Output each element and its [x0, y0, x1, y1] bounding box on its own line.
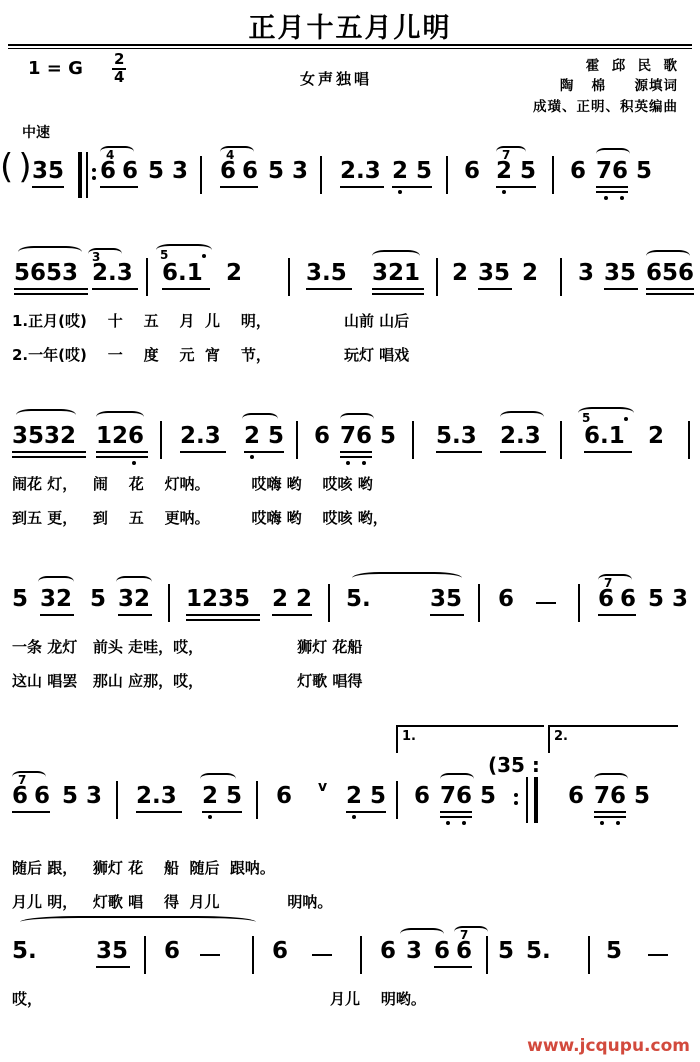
- note: 3532: [12, 423, 77, 449]
- beam-2: [440, 816, 472, 818]
- note: 3: [406, 938, 423, 964]
- barline: [116, 781, 118, 819]
- note: 76: [340, 423, 373, 449]
- barline: [560, 258, 562, 296]
- note: 5: [380, 423, 397, 449]
- beam-2: [596, 191, 628, 193]
- system-3: [0, 411, 700, 527]
- note: 2: [296, 586, 313, 612]
- note: 2: [452, 260, 469, 286]
- paren-close: ): [18, 147, 32, 187]
- paren-open: (: [0, 147, 14, 187]
- beam: [202, 811, 242, 813]
- key-signature: 1 = G: [28, 58, 83, 79]
- note: 6: [276, 783, 293, 809]
- beam: [478, 288, 512, 290]
- note: 2.3: [92, 260, 133, 286]
- note: 2: [522, 260, 539, 286]
- barline: [160, 421, 162, 459]
- slur: [18, 246, 82, 258]
- barline-thick: [534, 777, 538, 823]
- beam: [340, 186, 384, 188]
- barline: [526, 777, 528, 823]
- note: 5.: [346, 586, 371, 612]
- note: 656: [646, 260, 695, 286]
- header-divider-2: [8, 48, 692, 49]
- note: 3: [86, 783, 103, 809]
- note: 6: [498, 586, 515, 612]
- note: 2: [496, 158, 513, 184]
- note: 5: [62, 783, 79, 809]
- barline: [256, 781, 258, 819]
- slur-long: [20, 916, 256, 928]
- grace-note: 3: [92, 250, 101, 264]
- note: 35: [604, 260, 637, 286]
- beam: [100, 186, 138, 188]
- grace-note: 7: [502, 148, 511, 162]
- note: 5: [498, 938, 515, 964]
- note: 5: [636, 158, 653, 184]
- note: 6: [456, 938, 473, 964]
- note: 3: [292, 158, 309, 184]
- beam: [346, 811, 386, 813]
- barline: [200, 156, 202, 194]
- octave-dot-low: [604, 196, 608, 200]
- octave-dot-low: [600, 821, 604, 825]
- system-5: [0, 725, 700, 911]
- note: 3: [172, 158, 189, 184]
- note: 6: [12, 783, 29, 809]
- credit-lyricist: 陶 棉 源填词: [559, 78, 678, 95]
- barline: [252, 936, 254, 974]
- barline: [552, 156, 554, 194]
- barline: [578, 584, 580, 622]
- note: 76: [440, 783, 473, 809]
- note: 6: [464, 158, 481, 184]
- octave-dot-high: [624, 417, 628, 421]
- barline: [288, 258, 290, 296]
- grace-note: 4: [106, 148, 115, 162]
- beam-2: [12, 456, 86, 458]
- note: 35: [478, 260, 511, 286]
- beam: [646, 288, 694, 290]
- time-signature-denominator: 4: [114, 67, 125, 86]
- beam: [12, 451, 86, 453]
- lyric-verse-2: 月儿 明， 灯歌 唱 得 月儿 明呐。: [12, 893, 333, 911]
- beam: [594, 811, 626, 813]
- note: 2: [392, 158, 409, 184]
- note: 3: [672, 586, 689, 612]
- grace-note: 7: [460, 928, 469, 942]
- beam: [340, 451, 372, 453]
- beam-2: [594, 816, 626, 818]
- note: 6: [220, 158, 237, 184]
- note: 6: [100, 158, 117, 184]
- beam: [162, 288, 210, 290]
- note: 5: [606, 938, 623, 964]
- beam: [440, 811, 472, 813]
- beam: [434, 966, 472, 968]
- barline-thick: [78, 152, 82, 198]
- slur: [454, 926, 488, 938]
- system-6: [0, 928, 700, 1008]
- credits: [533, 56, 678, 117]
- barline: [436, 258, 438, 296]
- octave-dot-low: [132, 461, 136, 465]
- beam: [136, 811, 182, 813]
- voice-label: 女声独唱: [300, 70, 373, 88]
- slur: [220, 146, 254, 158]
- beam: [306, 288, 352, 290]
- note: 5: [416, 158, 433, 184]
- credit-source: 霍 邱 民 歌: [585, 58, 678, 74]
- beam: [430, 614, 464, 616]
- lyric-verse-2: 到五 更， 到 五 更呐。 哎嗨 哟 哎咳 哟，: [12, 509, 388, 527]
- beam: [186, 614, 260, 616]
- note: 5: [480, 783, 497, 809]
- barline: [560, 421, 562, 459]
- note: 5653: [14, 260, 79, 286]
- beam: [220, 186, 258, 188]
- barline: [486, 936, 488, 974]
- beam-2: [186, 619, 260, 621]
- header-divider: [8, 44, 692, 46]
- note: 5: [268, 423, 285, 449]
- note: 5: [226, 783, 243, 809]
- grace-note: 7: [604, 576, 613, 590]
- note: 6: [598, 586, 615, 612]
- note: 321: [372, 260, 421, 286]
- note: 5: [520, 158, 537, 184]
- note: 5: [370, 783, 387, 809]
- note: 5: [148, 158, 165, 184]
- note: 2.3: [500, 423, 541, 449]
- note: 5: [12, 586, 29, 612]
- barline: [478, 584, 480, 622]
- octave-dot-high: [202, 254, 206, 258]
- grace-note: 5: [582, 411, 591, 425]
- note: 6: [568, 783, 585, 809]
- note: 35: [430, 586, 463, 612]
- barline: [688, 421, 690, 459]
- note: 76: [596, 158, 629, 184]
- note: 6: [272, 938, 289, 964]
- octave-dot-low: [398, 190, 402, 194]
- first-ending-label: 1.: [402, 729, 416, 744]
- hold-dash: [312, 954, 332, 956]
- pickup-marker: (35 :: [488, 753, 540, 777]
- beam: [118, 614, 152, 616]
- page-title: 正月十五月儿明: [248, 13, 452, 44]
- note: 2.3: [180, 423, 221, 449]
- note: 126: [96, 423, 145, 449]
- beam: [32, 186, 64, 188]
- note: 35: [96, 938, 129, 964]
- beam-2: [14, 293, 88, 295]
- octave-dot-low: [502, 190, 506, 194]
- note: 6: [314, 423, 331, 449]
- barline: [396, 781, 398, 819]
- note: 6: [242, 158, 259, 184]
- note: 6: [620, 586, 637, 612]
- note: 32: [40, 586, 73, 612]
- beam-2: [372, 293, 424, 295]
- grace-note: 5: [160, 248, 169, 262]
- octave-dot-low: [616, 821, 620, 825]
- slur: [16, 409, 76, 421]
- second-ending-bracket: [548, 725, 678, 753]
- beam: [598, 614, 636, 616]
- slur: [500, 411, 544, 423]
- beam: [604, 288, 638, 290]
- beam: [496, 186, 536, 188]
- note: 5: [268, 158, 285, 184]
- note: 3.5: [306, 260, 347, 286]
- beam-2: [646, 293, 694, 295]
- beam: [14, 288, 88, 290]
- system-1: [0, 147, 700, 208]
- credit-arranger: 成璜、正明、积英编曲: [533, 98, 678, 115]
- breath-mark: v: [318, 779, 328, 795]
- slur: [598, 574, 632, 586]
- lyric-verse-1: 1.正月(哎) 十 五 月 儿 明， 山前 山后: [12, 312, 410, 330]
- second-ending-label: 2.: [554, 729, 568, 744]
- note: 5: [648, 586, 665, 612]
- note: 2: [648, 423, 665, 449]
- barline: [412, 421, 414, 459]
- note: 5: [634, 783, 651, 809]
- note: 5.3: [436, 423, 477, 449]
- note: 1235: [186, 586, 251, 612]
- note: 5: [90, 586, 107, 612]
- lyric-verse-2: 2.一年(哎) 一 度 元 宵 节， 玩灯 唱戏: [12, 346, 410, 364]
- beam: [500, 451, 546, 453]
- note: 2.3: [340, 158, 381, 184]
- note: 6: [414, 783, 431, 809]
- time-signature-numerator: 2: [114, 50, 125, 68]
- lyric-verse-1: 闹花 灯， 闹 花 灯呐。 哎嗨 哟 哎咳 哟: [12, 475, 373, 493]
- beam: [12, 811, 50, 813]
- beam: [92, 288, 138, 290]
- hold-dash: [200, 954, 220, 956]
- barline: [144, 936, 146, 974]
- barline: [86, 152, 88, 198]
- beam: [584, 451, 632, 453]
- note: 6: [34, 783, 51, 809]
- barline: [446, 156, 448, 194]
- lyric-verse-1: 哎，: [12, 990, 43, 1008]
- note: 5.: [526, 938, 551, 964]
- beam: [40, 614, 74, 616]
- lyric-verse-2: 月儿 明哟。: [330, 990, 426, 1008]
- repeat-dots: [514, 789, 518, 809]
- note: 76: [594, 783, 627, 809]
- grace-note: 7: [18, 773, 27, 787]
- octave-dot-low: [346, 461, 350, 465]
- slur: [496, 146, 526, 158]
- octave-dot-low: [620, 196, 624, 200]
- system-4: [0, 576, 700, 690]
- note: 32: [118, 586, 151, 612]
- octave-dot-low: [352, 815, 356, 819]
- beam: [392, 186, 432, 188]
- beam: [596, 186, 628, 188]
- beam: [272, 614, 312, 616]
- beam: [372, 288, 424, 290]
- note: 6.1: [162, 260, 203, 286]
- beam: [436, 451, 482, 453]
- note: 2: [272, 586, 289, 612]
- slur: [352, 572, 462, 584]
- lyric-verse-1: 一条 龙灯 前头 走哇，哎， 狮灯 花船: [12, 638, 363, 656]
- tempo-marking: 中速: [22, 125, 50, 141]
- beam-2: [340, 456, 372, 458]
- note: 3: [578, 260, 595, 286]
- repeat-dots: [92, 164, 96, 184]
- hold-dash: [648, 954, 668, 956]
- note: 2: [226, 260, 243, 286]
- hold-dash: [536, 602, 556, 604]
- octave-dot-low: [208, 815, 212, 819]
- octave-dot-low: [462, 821, 466, 825]
- slur: [88, 248, 122, 260]
- barline: [328, 584, 330, 622]
- note: 2: [202, 783, 219, 809]
- watermark: www.jcqupu.com: [527, 1036, 690, 1056]
- time-signature: [112, 52, 126, 86]
- beam: [244, 451, 284, 453]
- beam: [96, 451, 148, 453]
- beam: [96, 966, 130, 968]
- note: 6: [434, 938, 451, 964]
- note: 2: [244, 423, 261, 449]
- barline: [360, 936, 362, 974]
- note: 5.: [12, 938, 37, 964]
- note: 6.1: [584, 423, 625, 449]
- note: 2: [346, 783, 363, 809]
- barline: [320, 156, 322, 194]
- barline: [296, 421, 298, 459]
- note: 35: [32, 158, 65, 184]
- note: 6: [164, 938, 181, 964]
- note: 6: [570, 158, 587, 184]
- note: 6: [380, 938, 397, 964]
- slur: [12, 771, 46, 783]
- note: 2.3: [136, 783, 177, 809]
- beam-2: [96, 456, 148, 458]
- beam: [180, 451, 226, 453]
- slur: [96, 411, 144, 423]
- slur: [100, 146, 134, 158]
- lyric-verse-1: 随后 跟， 狮灯 花 船 随后 跟呐。: [12, 859, 275, 877]
- note: 6: [122, 158, 139, 184]
- octave-dot-low: [250, 455, 254, 459]
- grace-note: 4: [226, 148, 235, 162]
- barline: [146, 258, 148, 296]
- barline: [588, 936, 590, 974]
- octave-dot-low: [362, 461, 366, 465]
- first-ending-bracket: [396, 725, 544, 753]
- system-2: [0, 248, 700, 364]
- octave-dot-low: [446, 821, 450, 825]
- lyric-verse-2: 这山 唱罢 那山 应那，哎， 灯歌 唱得: [12, 672, 363, 690]
- barline: [168, 584, 170, 622]
